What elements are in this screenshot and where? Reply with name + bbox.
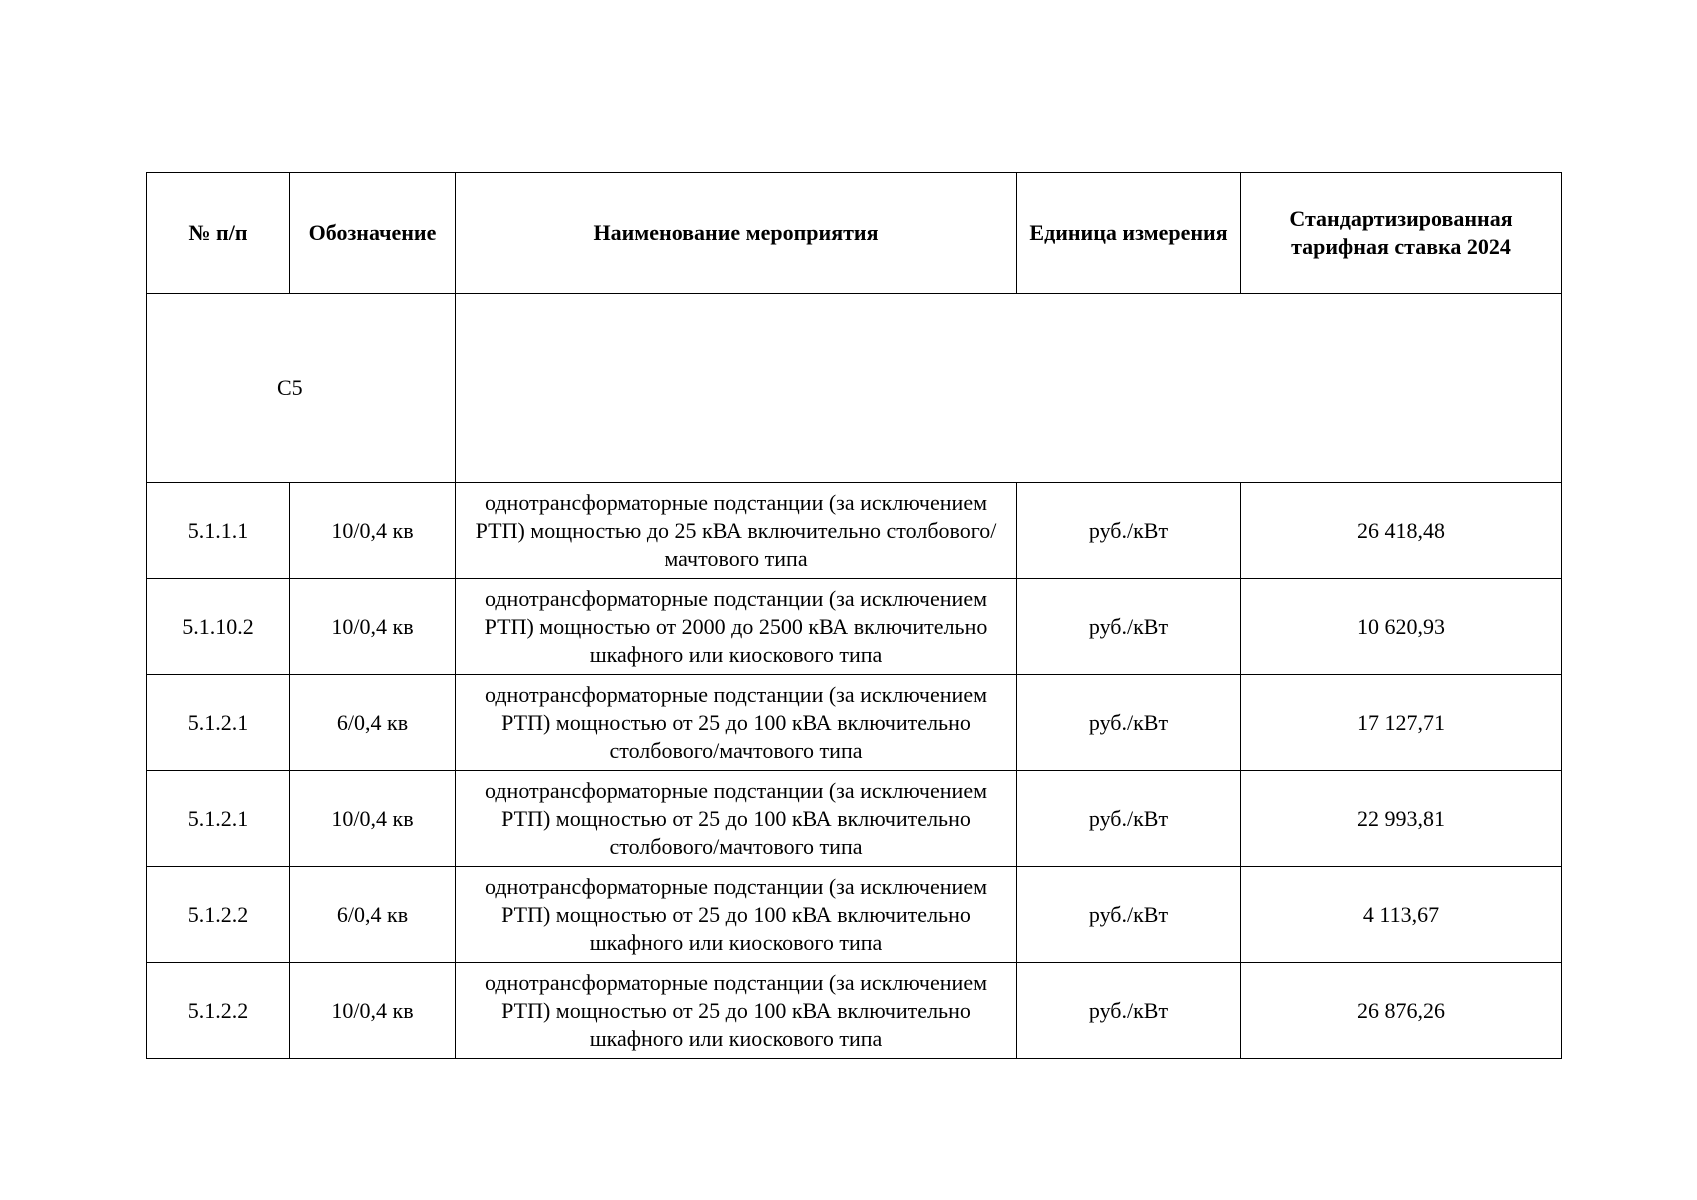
row-unit: руб./кВт: [1017, 771, 1241, 867]
tariff-table: [146, 172, 1562, 1059]
row-rate: 4 113,67: [1241, 867, 1562, 963]
row-designation: 6/0,4 кв: [290, 867, 456, 963]
section-description: [456, 294, 1562, 483]
header-rate: Стандартизированная тарифная ставка 2024: [1241, 173, 1562, 294]
row-rate: 26 876,26: [1241, 963, 1562, 1059]
row-rate: 17 127,71: [1241, 675, 1562, 771]
header-designation: Обозначение: [290, 173, 456, 294]
row-num: 5.1.1.1: [147, 483, 290, 579]
row-designation: 10/0,4 кв: [290, 771, 456, 867]
row-name: однотрансформаторные подстанции (за исключением РТП) мощностью от 25 до 100 кВА включительно столбового/мачтового типа: [456, 675, 1017, 771]
row-rate: 22 993,81: [1241, 771, 1562, 867]
row-unit: руб./кВт: [1017, 483, 1241, 579]
section-row: [147, 294, 1562, 483]
row-rate: 10 620,93: [1241, 579, 1562, 675]
row-name: однотрансформаторные подстанции (за исключением РТП) мощностью от 25 до 100 кВА включительно шкафного или киоскового типа: [456, 963, 1017, 1059]
table-header-row: [147, 173, 1562, 294]
row-num: 5.1.2.2: [147, 963, 290, 1059]
section-code: С5: [147, 294, 456, 483]
row-designation: 10/0,4 кв: [290, 579, 456, 675]
row-name: однотрансформаторные подстанции (за исключением РТП) мощностью от 25 до 100 кВА включительно столбового/мачтового типа: [456, 771, 1017, 867]
table-row: [147, 771, 1562, 867]
header-name: Наименование мероприятия: [456, 173, 1017, 294]
row-num: 5.1.10.2: [147, 579, 290, 675]
row-num: 5.1.2.2: [147, 867, 290, 963]
row-designation: 10/0,4 кв: [290, 483, 456, 579]
header-unit: Единица измерения: [1017, 173, 1241, 294]
row-num: 5.1.2.1: [147, 771, 290, 867]
row-designation: 10/0,4 кв: [290, 963, 456, 1059]
row-name: однотрансформаторные подстанции (за исключением РТП) мощностью от 2000 до 2500 кВА включительно шкафного или киоскового типа: [456, 579, 1017, 675]
row-unit: руб./кВт: [1017, 579, 1241, 675]
row-name: однотрансформаторные подстанции (за исключением РТП) мощностью до 25 кВА включительно столбового/мачтового типа: [456, 483, 1017, 579]
table-row: [147, 579, 1562, 675]
row-rate: 26 418,48: [1241, 483, 1562, 579]
table-row: [147, 675, 1562, 771]
table-row: [147, 867, 1562, 963]
row-designation: 6/0,4 кв: [290, 675, 456, 771]
table-row: [147, 483, 1562, 579]
row-unit: руб./кВт: [1017, 867, 1241, 963]
row-unit: руб./кВт: [1017, 675, 1241, 771]
row-name: однотрансформаторные подстанции (за исключением РТП) мощностью от 25 до 100 кВА включительно шкафного или киоскового типа: [456, 867, 1017, 963]
row-unit: руб./кВт: [1017, 963, 1241, 1059]
table-row: [147, 963, 1562, 1059]
header-num: № п/п: [147, 173, 290, 294]
row-num: 5.1.2.1: [147, 675, 290, 771]
